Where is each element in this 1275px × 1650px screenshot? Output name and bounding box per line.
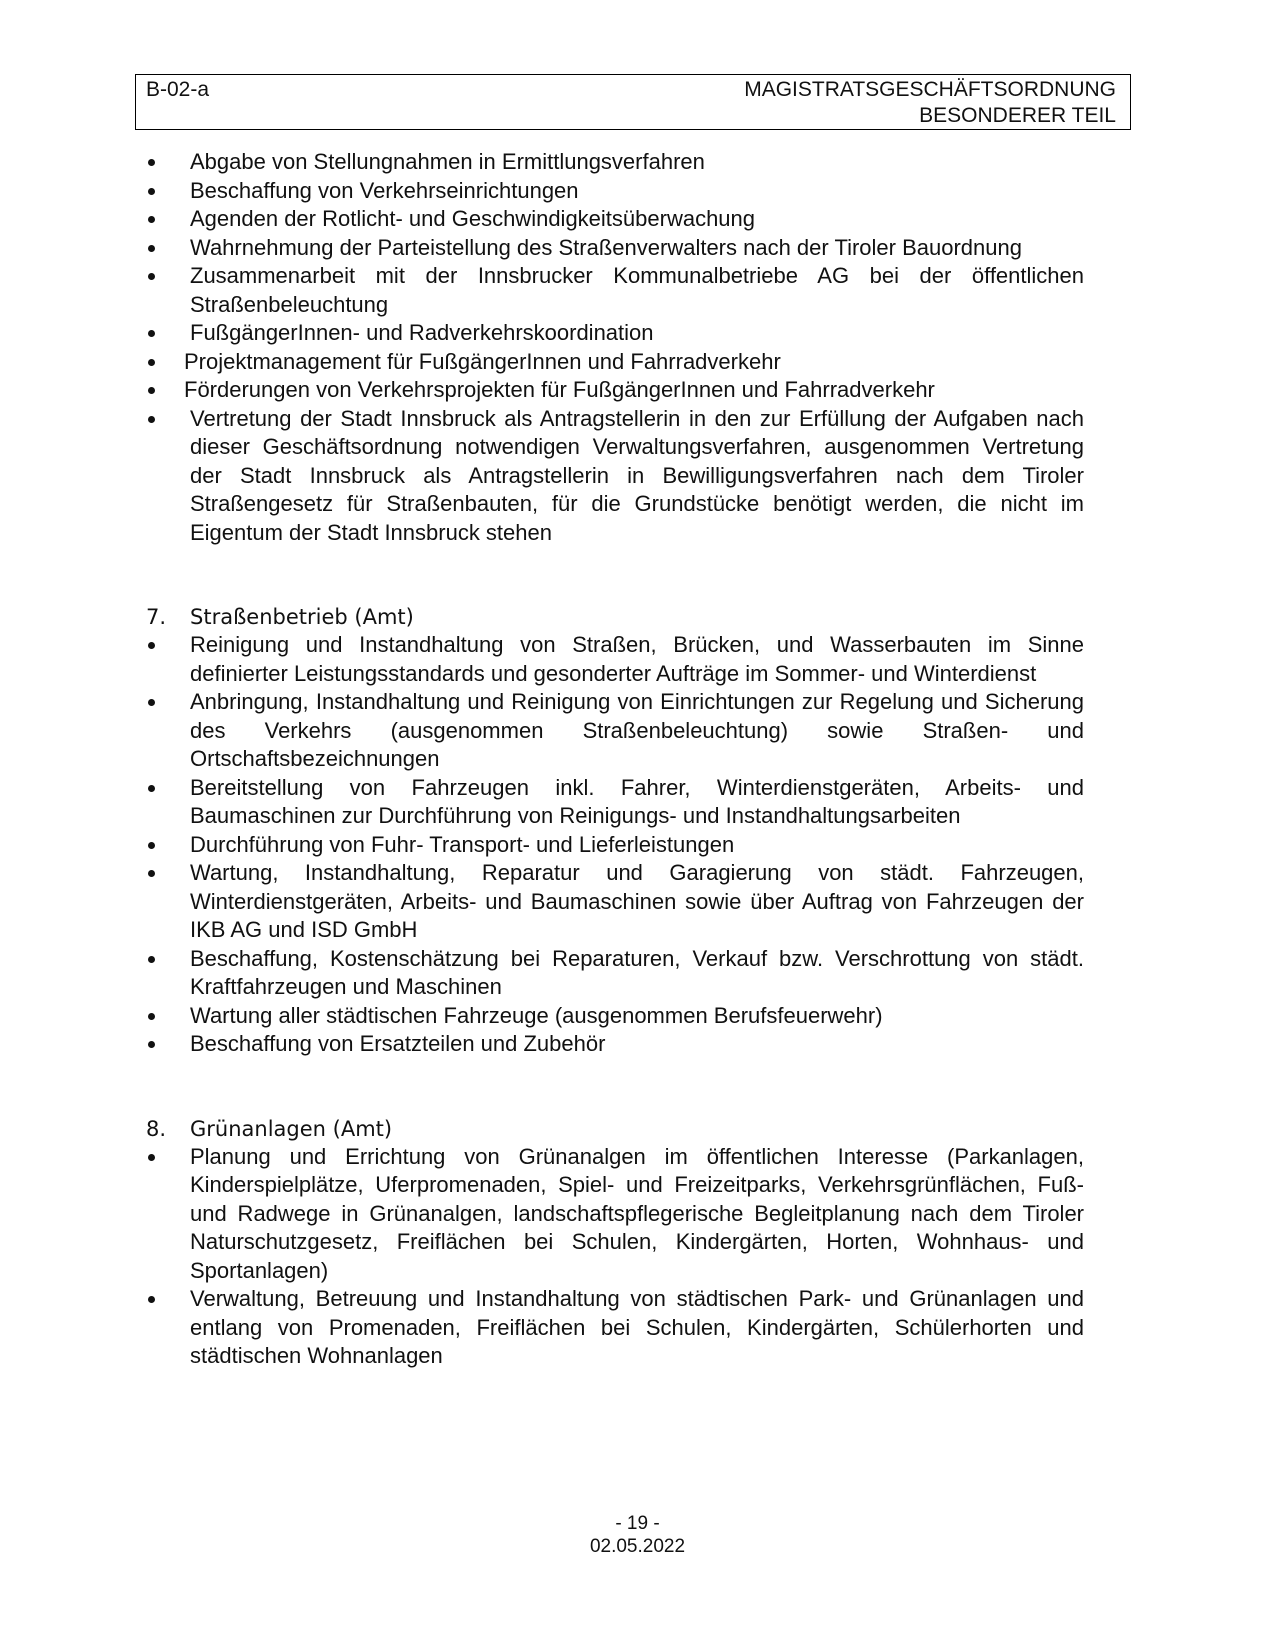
list-item: Vertretung der Stadt Innsbruck als Antragstellerin in den zur Erfüllung der Aufgaben nach dieser Geschäftsordnung notwendigen Verwaltungsverfahren, ausgenommen Vertretung der Stadt Innsbruck als Antragstellerin in Bewilligungsverfahren nach dem Tiroler Straßengesetz für Straßenbauten, für die Grundstücke benötigt werden, die nicht im Eigentum der Stadt Innsbruck stehen [146, 405, 1084, 548]
spacer [146, 1059, 1084, 1115]
list-item: Verwaltung, Betreuung und Instandhaltung von städtischen Park- und Grünanlagen und entlang von Promenaden, Freiflächen bei Schulen, Kindergärten, Schülerhorten und städtischen Wohnanlagen [146, 1285, 1084, 1371]
list-item: Anbringung, Instandhaltung und Reinigung von Einrichtungen zur Regelung und Sicherung des Verkehrs (ausgenommen Straßenbeleuchtung) sowie Straßen- und Ortschaftsbezeichnungen [146, 688, 1084, 774]
list-item: Beschaffung, Kostenschätzung bei Reparaturen, Verkauf bzw. Verschrottung von städt. Kraftfahrzeugen und Maschinen [146, 945, 1084, 1002]
list-item: Bereitstellung von Fahrzeugen inkl. Fahrer, Winterdienstgeräten, Arbeits- und Baumaschinen zur Durchführung von Reinigungs- und Instandhaltungsarbeiten [146, 774, 1084, 831]
document-title [744, 77, 1116, 129]
footer-date: 02.05.2022 [589, 1536, 686, 1557]
intro-bullet-list [146, 148, 1084, 547]
section-heading-8 [146, 1115, 1084, 1143]
page-header [135, 74, 1131, 130]
section-heading-7 [146, 603, 1084, 631]
list-item: Wartung aller städtischen Fahrzeuge (ausgenommen Berufsfeuerwehr) [146, 1002, 1084, 1031]
list-item: FußgängerInnen- und Radverkehrskoordination [146, 319, 1084, 348]
list-item: Reinigung und Instandhaltung von Straßen, Brücken, und Wasserbauten im Sinne definierter Leistungsstandards und gesonderter Aufträge im Sommer- und Winterdienst [146, 631, 1084, 688]
document-body [146, 148, 1084, 1371]
section-number: 7. [146, 605, 167, 629]
document-code: B-02-a [146, 78, 210, 101]
section-number: 8. [146, 1116, 167, 1141]
list-item: Wahrnehmung der Parteistellung des Straßenverwalters nach der Tiroler Bauordnung [146, 234, 1084, 263]
document-title-line-1: MAGISTRATSGESCHÄFTSORDNUNG [744, 78, 1116, 101]
list-item: Wartung, Instandhaltung, Reparatur und Garagierung von städt. Fahrzeugen, Winterdienstgeräten, Arbeits- und Baumaschinen sowie über Auftrag von Fahrzeugen der IKB AG und ISD GmbH [146, 859, 1084, 945]
section-8-bullet-list [146, 1143, 1084, 1371]
page-footer [0, 1512, 1275, 1558]
section-title: Grünanlagen (Amt) [190, 1116, 393, 1141]
list-item: Zusammenarbeit mit der Innsbrucker Kommunalbetriebe AG bei der öffentlichen Straßenbeleuchtung [146, 262, 1084, 319]
spacer [146, 547, 1084, 603]
list-item: Beschaffung von Ersatzteilen und Zubehör [146, 1030, 1084, 1059]
list-item: Abgabe von Stellungnahmen in Ermittlungsverfahren [146, 148, 1084, 177]
list-item: Förderungen von Verkehrsprojekten für FußgängerInnen und Fahrradverkehr [146, 376, 1084, 405]
section-7-bullet-list [146, 631, 1084, 1059]
list-item: Planung und Errichtung von Grünanalgen im öffentlichen Interesse (Parkanlagen, Kinderspielplätze, Uferpromenaden, Spiel- und Freizeitparks, Verkehrsgrünflächen, Fuß- und Radwege in Grünanalgen, landschaftspflegerische Begleitplanung nach dem Tiroler Naturschutzgesetz, Freiflächen bei Schulen, Kindergärten, Horten, Wohnhaus- und Sportanlagen) [146, 1143, 1084, 1286]
section-title: Straßenbetrieb (Amt) [190, 605, 414, 629]
list-item: Beschaffung von Verkehrseinrichtungen [146, 177, 1084, 206]
list-item: Agenden der Rotlicht- und Geschwindigkeitsüberwachung [146, 205, 1084, 234]
document-title-line-2: BESONDERER TEIL [919, 104, 1116, 127]
page-number: - 19 - [615, 1513, 660, 1534]
list-item: Durchführung von Fuhr- Transport- und Lieferleistungen [146, 831, 1084, 860]
list-item: Projektmanagement für FußgängerInnen und Fahrradverkehr [146, 348, 1084, 377]
